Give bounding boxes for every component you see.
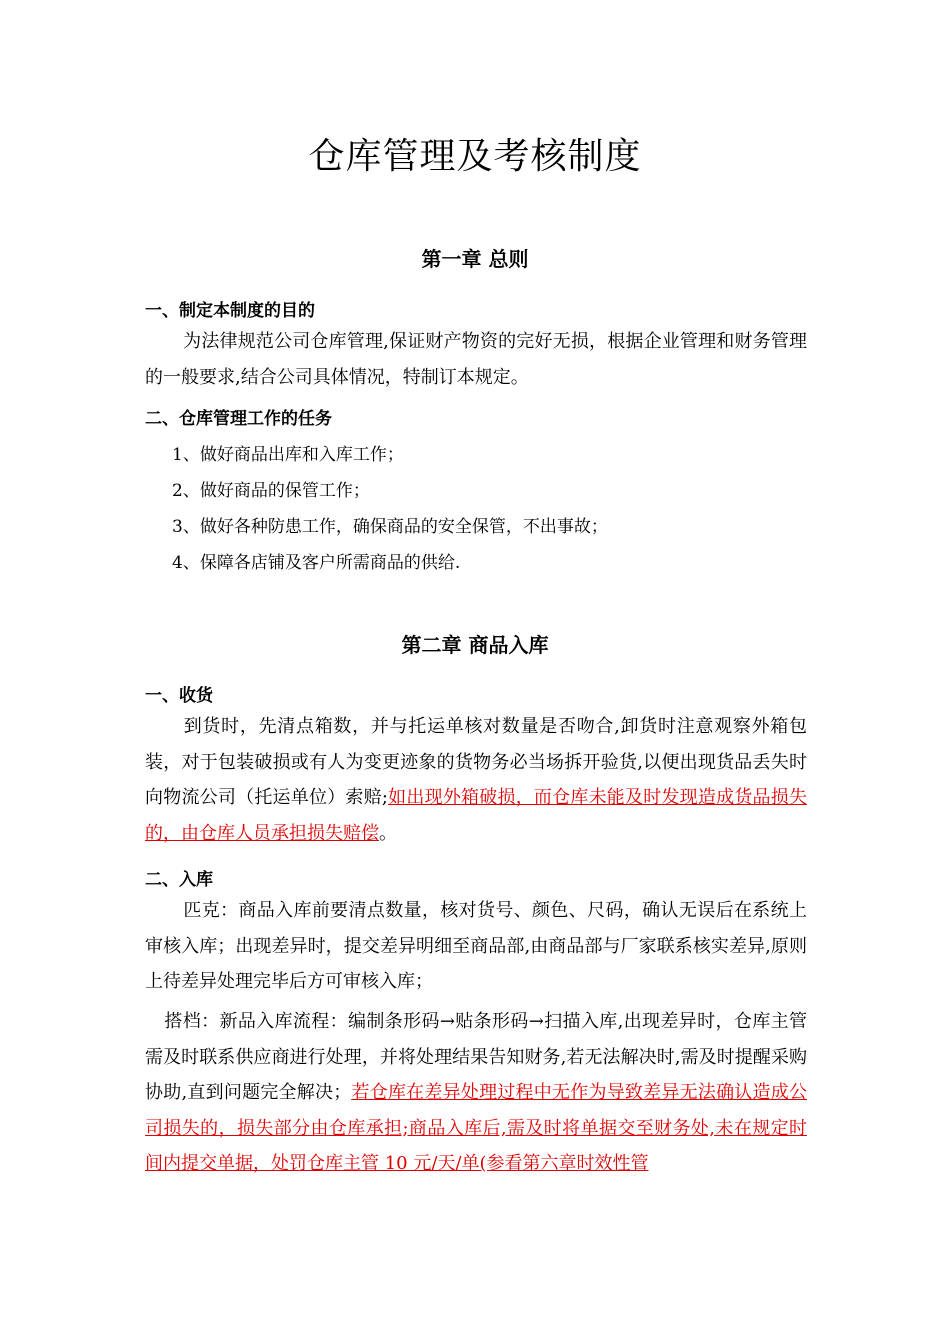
purpose-text: 为法律规范公司仓库管理,保证财产物资的完好无损，根据企业管理和财务管理的一般要求,结合公司具体情况，特制订本规定。 bbox=[145, 331, 807, 388]
chapter-2-heading: 第二章 商品入库 bbox=[401, 633, 549, 657]
document-title: 仓库管理及考核制度 bbox=[308, 136, 642, 177]
receiving-end: 。 bbox=[379, 822, 397, 844]
partner-text: 搭档：新品入库流程：编制条形码→贴条形码→扫描入库,出现差异时，仓库主管需及时联系供应商进行处理，并将处理结果告知财务,若无法解决时,需及时提醒采购协助,直到问题完全解决； bbox=[145, 1011, 807, 1103]
task-item: 3、做好各种防患工作，确保商品的安全保管，不出事故； bbox=[172, 517, 608, 537]
task-item: 1、做好商品出库和入库工作； bbox=[172, 445, 404, 465]
section-receiving-heading: 一、收货 bbox=[145, 686, 213, 706]
receiving-text: 到货时，先清点箱数，并与托运单核对数量是否吻合,卸货时注意观察外箱包装，对于包装破损或有人为变更迹象的货物务必当场拆开验货,以便出现货品丢失时向物流公司（托运单位）索赔; bbox=[145, 716, 807, 808]
section-tasks-heading: 二、仓库管理工作的任务 bbox=[145, 409, 332, 429]
section-receiving-body bbox=[145, 709, 807, 851]
section-storage-heading: 二、入库 bbox=[145, 870, 213, 890]
task-item: 4、保障各店铺及客户所需商品的供给. bbox=[172, 553, 461, 573]
task-item: 2、做好商品的保管工作； bbox=[172, 481, 370, 501]
section-purpose-heading: 一、制定本制度的目的 bbox=[145, 301, 315, 321]
section-storage-peak bbox=[145, 893, 807, 1000]
section-storage-partner bbox=[145, 1004, 807, 1182]
receiving-penalty-text: 如出现外箱破损，而仓库未能及时发现造成货品损失的，由仓库人员承担损失赔偿 bbox=[145, 787, 807, 844]
chapter-1-heading: 第一章 总则 bbox=[421, 247, 529, 271]
section-purpose-body bbox=[145, 324, 807, 395]
partner-penalty-text: 若仓库在差异处理过程中无作为导致差异无法确认造成公司损失的，损失部分由仓库承担;商品入库后,需及时将单据交至财务处,未在规定时间内提交单据，处罚仓库主管 10 元/天/单(参看第六章时效性管 bbox=[145, 1082, 807, 1174]
peak-text: 匹克：商品入库前要清点数量，核对货号、颜色、尺码，确认无误后在系统上审核入库；出现差异时，提交差异明细至商品部,由商品部与厂家联系核实差异,原则上待差异处理完毕后方可审核入库； bbox=[145, 900, 807, 992]
